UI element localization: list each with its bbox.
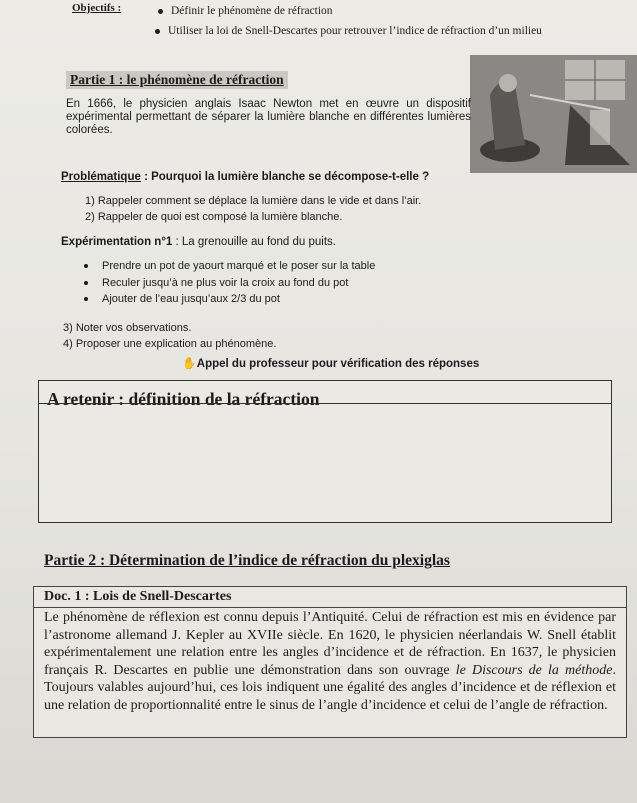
doc1-text: Le phénomène de réflexion est connu depuis l’Antiquité. Celui de réfraction est mis en évidence par l’astronome allemand J. Kepler au XVIIe siècle. En 1620, le physicien néerlandais W. Snell établit expérimentalement une relation entre les angles d’incidence et de réfraction. En 1637, le physicien français R. Descartes en publie une démonstration dans son ouvrage le Discours de la méthode. Toujours valables aujourd’hui, ces lois indiquent une égalité des angles d’incidence et de réflexion et une relation de proportionnalité entre le sinus de l’angle d’incidence et celui de l’angle de réfraction. [44, 610, 616, 713]
experimentation-text: : La grenouille au fond du puits. [172, 236, 337, 248]
experimentation-label: Expérimentation n°1 [61, 236, 173, 248]
doc1-box [33, 586, 627, 738]
objectif-item: Utiliser la loi de Snell-Descartes pour retrouver l’indice de réfraction d’un milieu [155, 25, 625, 37]
experimentation [61, 236, 336, 248]
hand-icon: ✋ [182, 358, 197, 370]
question-item: 4) Proposer une explication au phénomène. [63, 338, 277, 350]
problematique [61, 171, 429, 183]
problematique-text: : Pourquoi la lumière blanche se décompose-t-elle ? [140, 171, 430, 183]
bullet-icon [84, 264, 88, 268]
bullet-icon [84, 281, 88, 285]
partie2-title: Partie 2 : Détermination de l’indice de réfraction du plexiglas [44, 552, 450, 569]
bullet-icon [84, 297, 88, 301]
doc1-title-bar [34, 587, 626, 608]
retenir-divider [39, 403, 611, 404]
appel-professeur: ✋ Appel du professeur pour vérification des réponses [182, 358, 480, 370]
partie1-intro: En 1666, le physicien anglais Isaac Newton met en œuvre un dispositif expérimental permettant de séparer la lumière blanche en différentes lumières colorées. [66, 98, 471, 136]
newton-experiment-image [470, 55, 637, 173]
retenir-box [38, 380, 612, 523]
bullet-icon [155, 29, 160, 34]
question-item: 1) Rappeler comment se déplace la lumière dans le vide et dans l’air. [85, 195, 422, 207]
retenir-title: A retenir : définition de la réfraction [47, 389, 320, 409]
question-item: 2) Rappeler de quoi est composé la lumière blanche. [85, 211, 343, 223]
objectifs-label: Objectifs : [72, 2, 122, 14]
bullet-icon [158, 9, 163, 14]
step-item: Reculer jusqu’à ne plus voir la croix au fond du pot [84, 277, 348, 289]
step-item: Prendre un pot de yaourt marqué et le poser sur la table [84, 260, 375, 272]
problematique-label: Problématique [61, 171, 141, 183]
partie1-title: Partie 1 : le phénomène de réfraction [66, 71, 288, 89]
doc1-title: Doc. 1 : Lois de Snell-Descartes [44, 589, 232, 604]
step-item: Ajouter de l’eau jusqu’aux 2/3 du pot [84, 293, 280, 305]
objectif-item: Définir le phénomène de réfraction [158, 5, 333, 17]
question-item: 3) Noter vos observations. [63, 322, 192, 334]
engraving-illustration [470, 55, 637, 173]
